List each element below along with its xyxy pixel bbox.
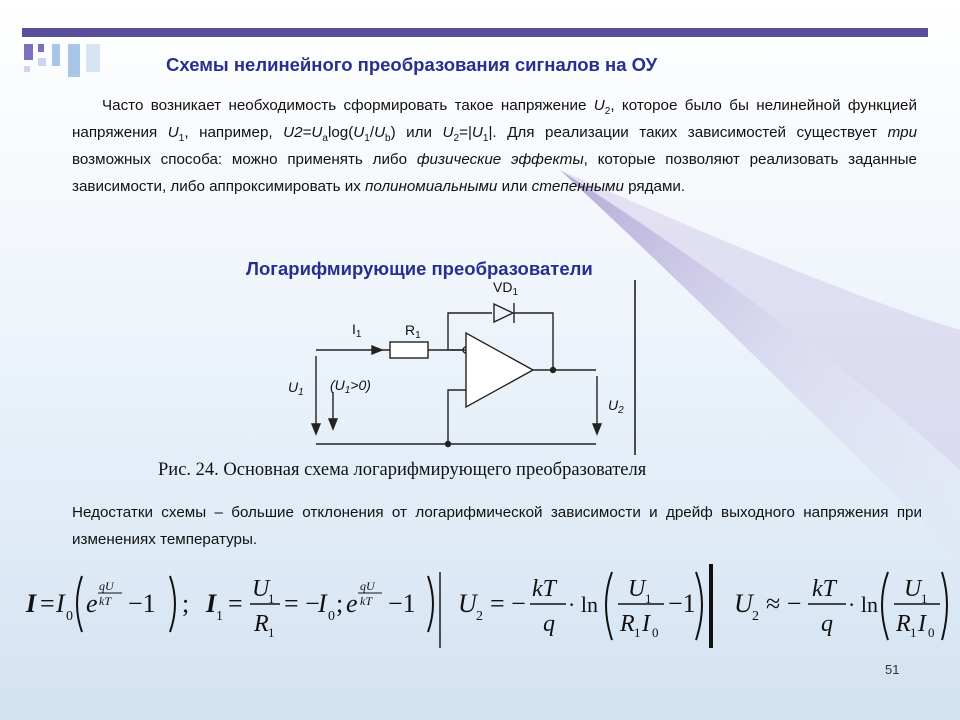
svg-text:I: I xyxy=(206,589,217,618)
current-label: $I_1$ xyxy=(352,321,362,340)
svg-text:· ln: · ln xyxy=(568,592,598,617)
svg-text:1: 1 xyxy=(921,591,928,606)
svg-text:kT: kT xyxy=(99,594,111,608)
svg-text:· ln: · ln xyxy=(848,592,878,617)
svg-text:1: 1 xyxy=(268,625,275,640)
resistor-label: $R_1$ xyxy=(405,322,421,341)
output-voltage-label: $U_2$ xyxy=(608,397,624,416)
formula-1 xyxy=(25,576,189,632)
formula-3 xyxy=(458,564,711,648)
svg-text:I: I xyxy=(56,589,65,618)
figure-caption: Рис. 24. Основная схема логарифмирующего преобразователя xyxy=(158,460,647,480)
svg-text:1: 1 xyxy=(634,625,641,640)
svg-text:2: 2 xyxy=(476,609,483,624)
svg-text:U: U xyxy=(734,589,753,618)
page-number: 51 xyxy=(885,662,900,677)
svg-text:0: 0 xyxy=(328,609,335,624)
svg-text:R: R xyxy=(620,611,635,637)
condition-label: $(U_1>0)$ xyxy=(330,377,371,396)
svg-text:q: q xyxy=(821,611,833,637)
svg-text:=: = xyxy=(40,589,55,618)
svg-text:e: e xyxy=(346,589,358,618)
svg-text:R: R xyxy=(896,611,911,637)
svg-text:1: 1 xyxy=(268,591,275,606)
svg-text:qU: qU xyxy=(99,579,114,593)
svg-text:;: ; xyxy=(336,589,344,618)
intro-paragraph: Часто возникает необходимость сформировать такое напряжение $U_2$, которое было бы нелинейной функцией напряжения $U_1$, например, $U2=U_a\log(U_1/U_b)$ или $U_2=|U_1|$. Для реализации таких зависимостей существует три возможных способа: можно применять либо физические эффекты, которые позволяют реализовать заданные зависимости, либо аппроксимировать их полиномиальными или степенными рядами. xyxy=(72,97,918,195)
svg-text:U: U xyxy=(904,576,922,602)
svg-text:0: 0 xyxy=(928,625,935,640)
drawbacks-paragraph: Недостатки схемы – большие отклонения от логарифмической зависимости и дрейф выходного напряжения при изменениях температуры. xyxy=(72,504,922,548)
svg-text:qU: qU xyxy=(360,579,375,593)
svg-text:2: 2 xyxy=(752,609,759,624)
svg-text:U: U xyxy=(252,576,270,602)
svg-text:I: I xyxy=(318,589,327,618)
svg-text:kT: kT xyxy=(532,576,556,602)
svg-text:−1: −1 xyxy=(668,589,696,618)
svg-text:e: e xyxy=(86,589,98,618)
svg-text:=: = xyxy=(228,589,243,618)
svg-text:0: 0 xyxy=(66,609,73,624)
svg-text:1: 1 xyxy=(910,625,917,640)
svg-text:0: 0 xyxy=(652,625,659,640)
formula-4 xyxy=(734,572,947,640)
svg-text:= −: = − xyxy=(284,589,320,618)
svg-text:I: I xyxy=(642,611,650,637)
svg-text:U: U xyxy=(628,576,646,602)
svg-text:q: q xyxy=(543,611,555,637)
svg-text:U: U xyxy=(458,589,477,618)
svg-text:−1: −1 xyxy=(128,589,156,618)
svg-text:= −: = − xyxy=(490,589,526,618)
svg-text:I: I xyxy=(26,589,37,618)
svg-text:1: 1 xyxy=(645,591,652,606)
svg-text:;: ; xyxy=(182,589,190,618)
diode-label: $VD_1$ xyxy=(493,279,519,298)
formula-2 xyxy=(205,572,440,648)
svg-text:R: R xyxy=(254,611,269,637)
slide-title: Схемы нелинейного преобразования сигналов на ОУ xyxy=(166,54,658,75)
svg-text:≈ −: ≈ − xyxy=(766,589,802,618)
svg-text:I: I xyxy=(918,611,926,637)
input-voltage-label: $U_1$ xyxy=(288,379,304,398)
svg-text:kT: kT xyxy=(812,576,836,602)
svg-text:1: 1 xyxy=(216,609,223,624)
section-subtitle: Логарифмирующие преобразователи xyxy=(246,258,593,279)
svg-text:kT: kT xyxy=(360,594,372,608)
svg-text:−1: −1 xyxy=(388,589,416,618)
